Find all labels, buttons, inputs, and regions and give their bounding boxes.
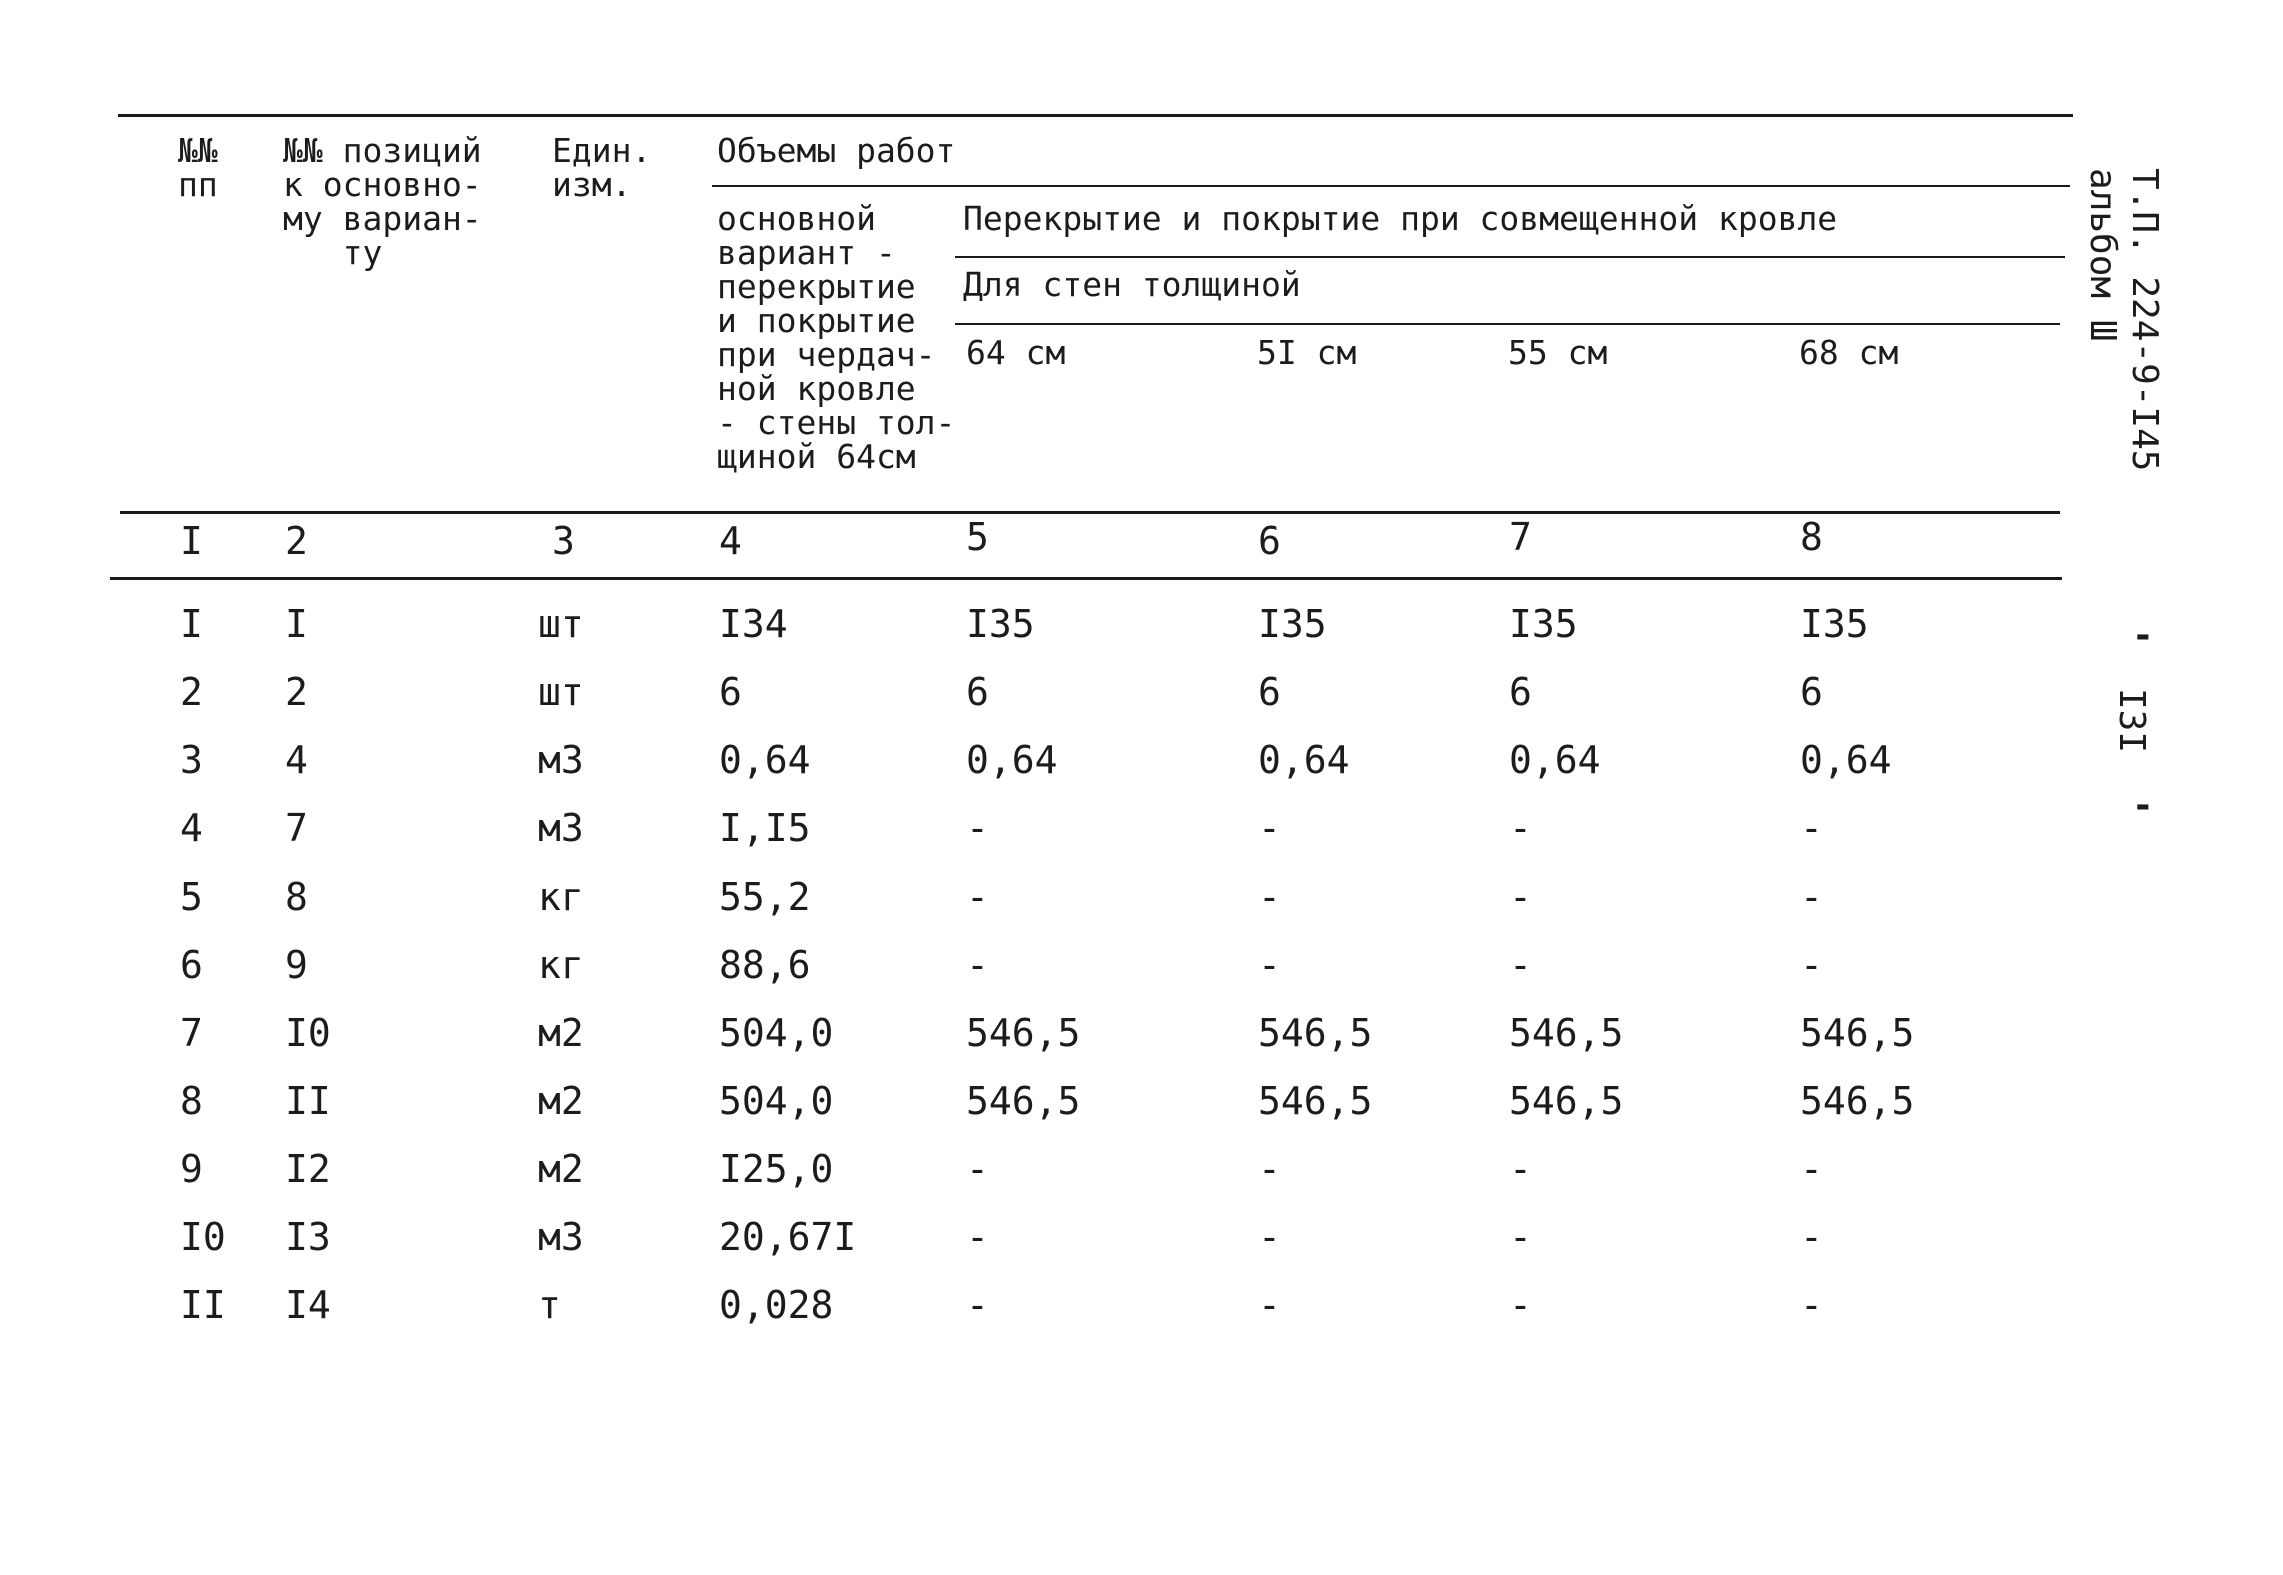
table-top-rule (118, 114, 2073, 117)
album-reference: Т.П. 224-9-I45 альбом Ш (2082, 168, 2165, 472)
table-cell: 4 (180, 806, 203, 850)
table-cell: - (1258, 1215, 1281, 1259)
column-number-2: 2 (285, 519, 308, 563)
header-bottom-rule (120, 511, 2060, 514)
table-cell: 55,2 (719, 875, 811, 919)
table-cell: I35 (1258, 602, 1327, 646)
thickness-rule (955, 323, 2060, 325)
table-cell: 546,5 (1258, 1079, 1373, 1123)
table-cell: 546,5 (966, 1079, 1081, 1123)
table-cell: 0,028 (719, 1283, 834, 1327)
table-cell: 9 (285, 943, 308, 987)
table-cell: - (1800, 1215, 1823, 1259)
header-position-number: №№ позиций к основно- му вариан- ту (283, 131, 482, 272)
table-cell: I35 (966, 602, 1035, 646)
table-cell: II (285, 1079, 331, 1123)
table-cell: 2 (180, 670, 203, 714)
header-thickness-51: 5I см (1257, 333, 1357, 372)
page-mark-top: - (2132, 615, 2154, 656)
page-number: I3I (2111, 688, 2152, 754)
table-cell: II (180, 1283, 226, 1327)
header-thickness-55: 55 см (1508, 333, 1608, 372)
column-number-8: 8 (1800, 515, 1823, 559)
table-cell: м2 (538, 1147, 584, 1191)
table-cell: 504,0 (719, 1011, 834, 1055)
table-cell: - (966, 1147, 989, 1191)
column-number-4: 4 (719, 519, 742, 563)
column-number-1: I (180, 519, 203, 563)
header-thickness-64: 64 см (966, 333, 1066, 372)
table-cell: - (1800, 1283, 1823, 1327)
table-cell: - (1258, 1147, 1281, 1191)
header-thickness-68: 68 см (1799, 333, 1899, 372)
table-cell: 546,5 (966, 1011, 1081, 1055)
table-cell: - (966, 1283, 989, 1327)
header-wall-thickness: Для стен толщиной (963, 265, 1301, 304)
table-cell: - (1800, 875, 1823, 919)
table-cell: I35 (1800, 602, 1869, 646)
combined-roof-rule (955, 256, 2065, 258)
table-cell: 546,5 (1800, 1079, 1915, 1123)
table-cell: т (538, 1283, 561, 1327)
table-cell: 0,64 (1509, 738, 1601, 782)
table-cell: I3 (285, 1215, 331, 1259)
table-cell: I2 (285, 1147, 331, 1191)
table-cell: I4 (285, 1283, 331, 1327)
table-cell: 546,5 (1258, 1011, 1373, 1055)
table-cell: 3 (180, 738, 203, 782)
table-cell: 0,64 (1258, 738, 1350, 782)
table-cell: м3 (538, 1215, 584, 1259)
column-number-6: 6 (1258, 519, 1281, 563)
table-cell: I,I5 (719, 806, 811, 850)
page-mark-bottom: - (2132, 785, 2154, 826)
table-cell: - (1800, 806, 1823, 850)
table-cell: 546,5 (1509, 1011, 1624, 1055)
table-cell: 6 (180, 943, 203, 987)
table-cell: - (1258, 1283, 1281, 1327)
table-cell: - (1258, 875, 1281, 919)
table-cell: 8 (180, 1079, 203, 1123)
table-cell: - (1509, 1283, 1532, 1327)
table-cell: - (1509, 943, 1532, 987)
table-cell: - (966, 1215, 989, 1259)
column-number-3: 3 (552, 519, 575, 563)
table-cell: - (1258, 806, 1281, 850)
table-cell: I25,0 (719, 1147, 834, 1191)
table-cell: 4 (285, 738, 308, 782)
table-cell: - (1800, 1147, 1823, 1191)
table-cell: м3 (538, 738, 584, 782)
table-cell: кг (538, 943, 584, 987)
table-cell: - (1258, 943, 1281, 987)
table-cell: 5 (180, 875, 203, 919)
column-numbers-rule (110, 577, 2062, 580)
table-cell: I (285, 602, 308, 646)
table-cell: 0,64 (1800, 738, 1892, 782)
header-base-variant: основной вариант - перекрытие и покрытие при чердач- ной кровле - стены тол- щиной 64см (717, 199, 956, 476)
table-cell: - (966, 943, 989, 987)
table-cell: 8 (285, 875, 308, 919)
header-combined-roof: Перекрытие и покрытие при совмещенной кровле (963, 199, 1838, 238)
table-cell: шт (538, 670, 584, 714)
table-cell: 9 (180, 1147, 203, 1191)
table-cell: 7 (285, 806, 308, 850)
table-cell: 6 (1800, 670, 1823, 714)
table-cell: - (1509, 875, 1532, 919)
column-number-5: 5 (966, 515, 989, 559)
table-cell: м3 (538, 806, 584, 850)
table-cell: - (966, 875, 989, 919)
table-cell: - (1509, 1147, 1532, 1191)
table-cell: - (1800, 943, 1823, 987)
table-cell: 6 (1509, 670, 1532, 714)
table-cell: - (1509, 1215, 1532, 1259)
table-cell: 546,5 (1800, 1011, 1915, 1055)
header-volumes: Объемы работ (717, 131, 956, 170)
column-number-7: 7 (1509, 515, 1532, 559)
table-cell: 6 (719, 670, 742, 714)
table-cell: - (966, 806, 989, 850)
table-cell: 7 (180, 1011, 203, 1055)
table-cell: I0 (180, 1215, 226, 1259)
table-cell: 0,64 (966, 738, 1058, 782)
table-cell: 20,67I (719, 1215, 857, 1259)
table-cell: I0 (285, 1011, 331, 1055)
volumes-rule (712, 185, 2070, 187)
table-cell: 6 (966, 670, 989, 714)
table-cell: I35 (1509, 602, 1578, 646)
table-cell: - (1509, 806, 1532, 850)
table-cell: м2 (538, 1079, 584, 1123)
table-cell: 2 (285, 670, 308, 714)
table-cell: 88,6 (719, 943, 811, 987)
header-unit: Един. изм. (552, 131, 652, 204)
table-cell: 504,0 (719, 1079, 834, 1123)
table-cell: 6 (1258, 670, 1281, 714)
header-row-number: №№ пп (178, 131, 218, 204)
table-cell: м2 (538, 1011, 584, 1055)
table-cell: шт (538, 602, 584, 646)
table-cell: 546,5 (1509, 1079, 1624, 1123)
table-cell: I (180, 602, 203, 646)
table-cell: 0,64 (719, 738, 811, 782)
table-cell: кг (538, 875, 584, 919)
table-cell: I34 (719, 602, 788, 646)
